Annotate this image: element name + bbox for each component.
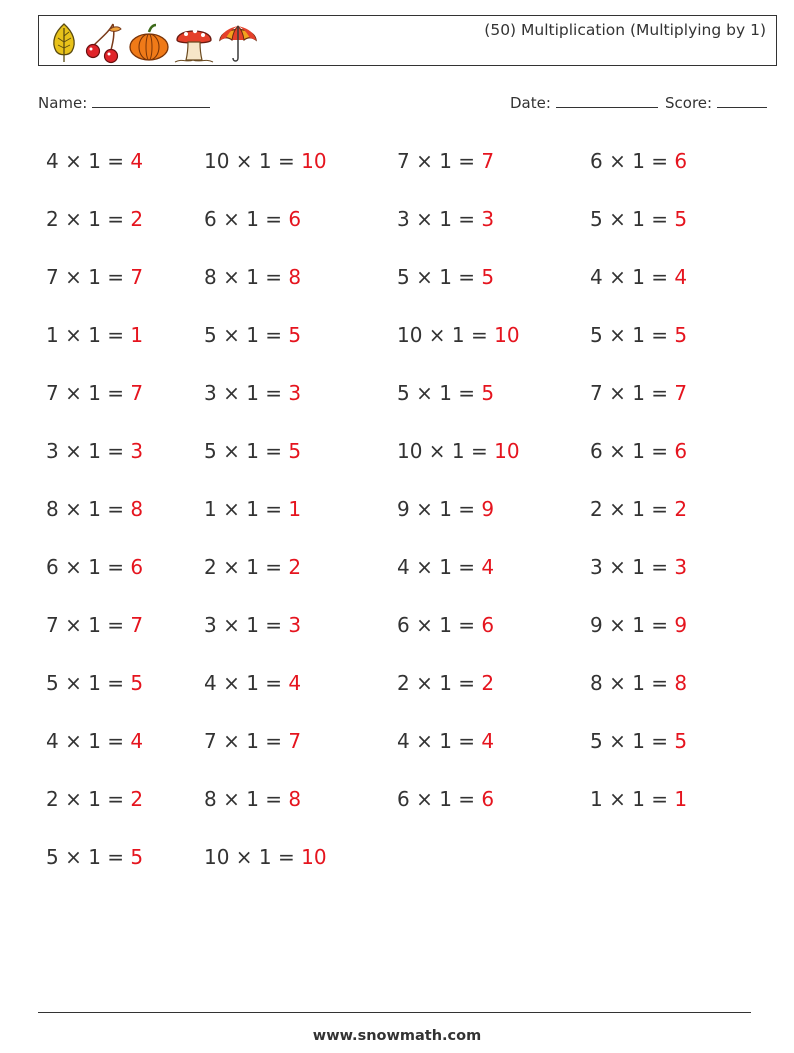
worksheet-title: (50) Multiplication (Multiplying by 1)	[484, 21, 766, 39]
problem-item	[204, 663, 397, 721]
problem-answer: 10	[494, 439, 520, 463]
problem-answer: 4	[288, 671, 302, 695]
problem-answer: 4	[481, 555, 495, 579]
problem-item	[590, 547, 766, 605]
problem-answer: 8	[288, 787, 302, 811]
problem-question: 3 × 1 =	[204, 381, 289, 405]
problem-question: 2 × 1 =	[204, 555, 289, 579]
problem-answer: 7	[481, 149, 495, 173]
problem-item	[590, 431, 766, 489]
problem-answer: 5	[481, 381, 495, 405]
problem-answer: 5	[674, 729, 688, 753]
problem-item	[397, 199, 590, 257]
leaf-icon	[47, 20, 81, 64]
problem-question: 2 × 1 =	[397, 671, 482, 695]
problem-answer: 6	[288, 207, 302, 231]
problem-answer: 7	[130, 265, 144, 289]
problem-item	[590, 663, 766, 721]
problem-question: 7 × 1 =	[46, 613, 131, 637]
problem-item	[46, 837, 204, 895]
problem-item	[204, 779, 397, 837]
problem-question: 6 × 1 =	[204, 207, 289, 231]
problem-question: 1 × 1 =	[590, 787, 675, 811]
problem-question: 2 × 1 =	[46, 787, 131, 811]
problem-item	[397, 373, 590, 431]
problem-answer: 7	[130, 613, 144, 637]
problem-question: 4 × 1 =	[397, 729, 482, 753]
problem-answer: 6	[674, 439, 688, 463]
problem-question: 5 × 1 =	[590, 729, 675, 753]
problem-answer: 4	[481, 729, 495, 753]
problem-item	[204, 141, 397, 199]
problem-question: 3 × 1 =	[46, 439, 131, 463]
problem-item	[590, 199, 766, 257]
problem-item	[397, 257, 590, 315]
problem-answer: 10	[494, 323, 520, 347]
problem-answer: 7	[288, 729, 302, 753]
problem-answer: 8	[130, 497, 144, 521]
problem-answer: 2	[130, 787, 144, 811]
problem-answer: 8	[674, 671, 688, 695]
date-label: Date:	[510, 94, 551, 112]
problem-item	[204, 605, 397, 663]
problem-answer: 4	[130, 729, 144, 753]
problem-item	[204, 257, 397, 315]
problem-answer: 9	[481, 497, 495, 521]
problem-question: 2 × 1 =	[46, 207, 131, 231]
name-field	[38, 93, 210, 112]
score-label: Score:	[665, 94, 713, 112]
problem-question: 8 × 1 =	[204, 265, 289, 289]
problem-question: 10 × 1 =	[397, 439, 495, 463]
problem-question: 2 × 1 =	[590, 497, 675, 521]
problem-answer: 10	[301, 149, 327, 173]
problem-answer: 6	[481, 613, 495, 637]
problem-item	[46, 315, 204, 373]
problem-item	[46, 257, 204, 315]
problem-item	[590, 141, 766, 199]
problem-answer: 3	[288, 381, 302, 405]
problem-question: 5 × 1 =	[397, 265, 482, 289]
problem-item	[46, 489, 204, 547]
date-blank[interactable]	[556, 93, 658, 108]
problem-item	[46, 721, 204, 779]
problem-question: 9 × 1 =	[397, 497, 482, 521]
problem-answer: 2	[481, 671, 495, 695]
problem-question: 7 × 1 =	[204, 729, 289, 753]
problem-answer: 10	[301, 845, 327, 869]
problem-answer: 6	[130, 555, 144, 579]
problem-item	[397, 605, 590, 663]
problem-question: 9 × 1 =	[590, 613, 675, 637]
problem-answer: 9	[674, 613, 688, 637]
problem-question: 6 × 1 =	[397, 613, 482, 637]
mushroom-icon	[173, 20, 215, 64]
problem-answer: 5	[674, 323, 688, 347]
problem-answer: 3	[481, 207, 495, 231]
problem-question: 6 × 1 =	[46, 555, 131, 579]
problem-question: 5 × 1 =	[397, 381, 482, 405]
problem-answer: 6	[674, 149, 688, 173]
score-blank[interactable]	[717, 93, 767, 108]
problem-item	[590, 373, 766, 431]
problem-question: 5 × 1 =	[590, 207, 675, 231]
problem-question: 3 × 1 =	[397, 207, 482, 231]
footer-url: www.snowmath.com	[312, 1028, 482, 1044]
problem-answer: 7	[130, 381, 144, 405]
problem-answer: 3	[674, 555, 688, 579]
name-label: Name:	[38, 94, 88, 112]
problem-question: 10 × 1 =	[204, 845, 302, 869]
problem-question: 8 × 1 =	[204, 787, 289, 811]
problem-answer: 2	[130, 207, 144, 231]
problem-item	[46, 199, 204, 257]
problem-question: 8 × 1 =	[590, 671, 675, 695]
problem-question: 4 × 1 =	[46, 729, 131, 753]
problem-question: 5 × 1 =	[204, 439, 289, 463]
problem-item	[46, 779, 204, 837]
problem-item	[590, 721, 766, 779]
problem-answer: 7	[674, 381, 688, 405]
problem-answer: 2	[288, 555, 302, 579]
problem-answer: 5	[288, 439, 302, 463]
problem-item	[397, 547, 590, 605]
problem-question: 3 × 1 =	[590, 555, 675, 579]
problem-item	[46, 605, 204, 663]
problem-question: 5 × 1 =	[204, 323, 289, 347]
problem-answer: 4	[674, 265, 688, 289]
problem-question: 1 × 1 =	[46, 323, 131, 347]
problem-answer: 6	[481, 787, 495, 811]
pumpkin-icon	[127, 20, 171, 64]
problem-item	[204, 547, 397, 605]
problem-question: 10 × 1 =	[397, 323, 495, 347]
problem-grid	[46, 141, 766, 895]
problem-question: 5 × 1 =	[46, 845, 131, 869]
problem-question: 4 × 1 =	[397, 555, 482, 579]
worksheet-header	[38, 15, 777, 66]
problem-item	[397, 141, 590, 199]
date-field	[510, 93, 658, 112]
problem-item	[204, 315, 397, 373]
problem-item	[397, 663, 590, 721]
problem-question: 8 × 1 =	[46, 497, 131, 521]
problem-question: 3 × 1 =	[204, 613, 289, 637]
footer-divider	[38, 1012, 751, 1013]
name-blank[interactable]	[92, 93, 210, 108]
problem-answer: 1	[130, 323, 144, 347]
umbrella-icon	[217, 20, 259, 64]
problem-item	[397, 489, 590, 547]
score-field	[665, 93, 767, 112]
problem-item	[204, 489, 397, 547]
problem-answer: 1	[674, 787, 688, 811]
problem-item	[590, 489, 766, 547]
problem-answer: 1	[288, 497, 302, 521]
problem-item	[46, 663, 204, 721]
problem-answer: 3	[130, 439, 144, 463]
problem-item	[204, 431, 397, 489]
problem-item	[204, 199, 397, 257]
problem-answer: 2	[674, 497, 688, 521]
problem-answer: 5	[481, 265, 495, 289]
problem-question: 6 × 1 =	[590, 439, 675, 463]
problem-answer: 3	[288, 613, 302, 637]
problem-question: 6 × 1 =	[397, 787, 482, 811]
problem-item	[46, 431, 204, 489]
problem-item	[397, 431, 590, 489]
problem-question: 5 × 1 =	[46, 671, 131, 695]
problem-question: 4 × 1 =	[204, 671, 289, 695]
problem-item	[590, 605, 766, 663]
problem-item	[46, 141, 204, 199]
problem-answer: 5	[130, 671, 144, 695]
problem-question: 7 × 1 =	[397, 149, 482, 173]
problem-question: 1 × 1 =	[204, 497, 289, 521]
problem-question: 10 × 1 =	[204, 149, 302, 173]
problem-question: 6 × 1 =	[590, 149, 675, 173]
problem-answer: 4	[130, 149, 144, 173]
problem-answer: 5	[288, 323, 302, 347]
problem-item	[590, 315, 766, 373]
problem-item	[204, 721, 397, 779]
problem-item	[397, 779, 590, 837]
cherries-icon	[83, 20, 125, 64]
problem-item	[397, 315, 590, 373]
problem-question: 4 × 1 =	[46, 149, 131, 173]
problem-item	[204, 373, 397, 431]
problem-item	[590, 779, 766, 837]
problem-answer: 8	[288, 265, 302, 289]
problem-item	[397, 721, 590, 779]
problem-question: 7 × 1 =	[46, 381, 131, 405]
problem-item	[590, 257, 766, 315]
problem-item	[204, 837, 397, 895]
problem-answer: 5	[130, 845, 144, 869]
problem-item	[46, 547, 204, 605]
problem-answer: 5	[674, 207, 688, 231]
problem-question: 7 × 1 =	[46, 265, 131, 289]
problem-question: 4 × 1 =	[590, 265, 675, 289]
problem-question: 5 × 1 =	[590, 323, 675, 347]
header-icons	[47, 20, 259, 64]
problem-item	[46, 373, 204, 431]
problem-question: 7 × 1 =	[590, 381, 675, 405]
